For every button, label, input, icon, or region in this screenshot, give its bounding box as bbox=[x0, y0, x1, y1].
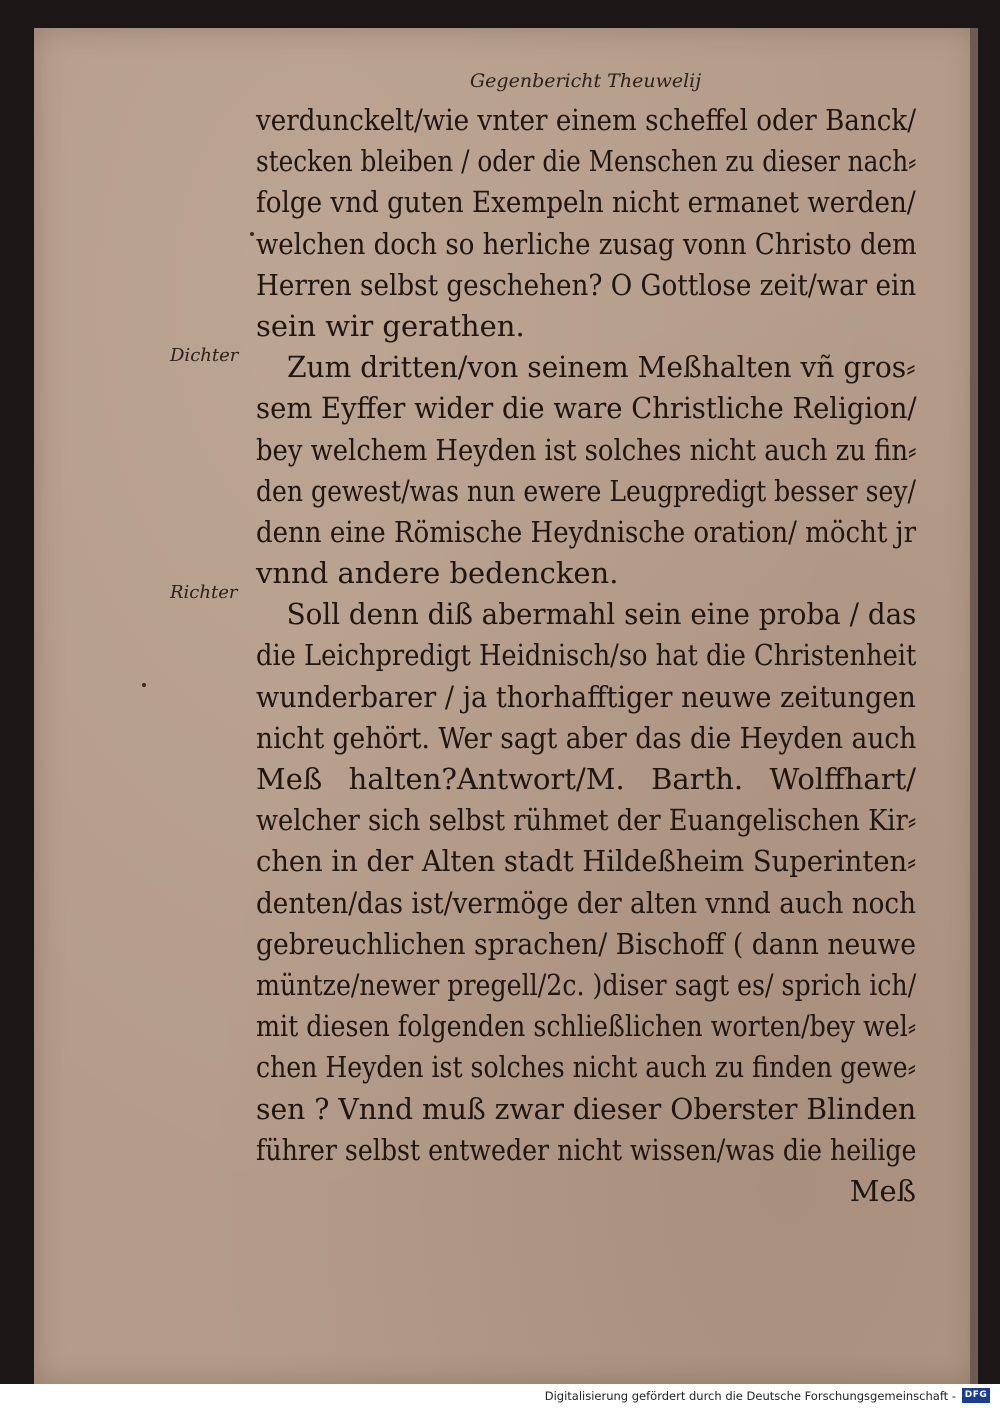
text-line: führer selbst entweder nicht wissen/was die heilige bbox=[256, 1132, 917, 1167]
text-line: müntze/newer pregell/2c. )diser sagt es/ sprich ich/ bbox=[256, 967, 917, 1002]
text-line: Herren selbst geschehen? O Gottlose zeit/war ein bbox=[256, 267, 917, 302]
text-line: die Leichpredigt Heidnisch/so hat die Christenheit bbox=[256, 638, 917, 673]
text-line: folge vnd guten Exempeln nicht ermanet werden/ bbox=[256, 185, 916, 220]
catchword: Meß bbox=[849, 1173, 916, 1208]
text-line: wunderbarer / ja thorhafftiger neuwe zeitungen bbox=[256, 679, 916, 714]
text-line: gebreuchlichen sprachen/ Bischoff ( dann neuwe bbox=[256, 926, 916, 961]
text-line: sem Eyffer wider die ware Christliche Religion/ bbox=[256, 391, 917, 426]
footer-credit: Digitalisierung gefördert durch die Deutsche Forschungsgemeinschaft - bbox=[544, 1389, 956, 1403]
text-line: chen in der Alten stadt Hildeßheim Superinten⸗ bbox=[256, 844, 917, 879]
text-line: welcher sich selbst rühmet der Euangelischen Kir⸗ bbox=[256, 803, 917, 838]
text-line: bey welchem Heyden ist solches nicht auch zu fin⸗ bbox=[256, 432, 917, 467]
text-line: Meß halten?Antwort/M. Barth. Wolffhart/ bbox=[256, 762, 916, 796]
text-line: sein wir gerathen. bbox=[256, 308, 525, 343]
text-line: den gewest/was nun ewere Leugpredigt besser sey/ bbox=[256, 473, 916, 508]
text-line: nicht gehört. Wer sagt aber das die Heyden auch bbox=[256, 720, 917, 755]
body-text bbox=[256, 100, 916, 1212]
text-line: Zum dritten/von seinem Meßhalten vñ gros⸗ bbox=[287, 350, 916, 385]
margin-note-richter: Richter bbox=[170, 582, 238, 603]
running-head: Gegenbericht Theuwelij bbox=[470, 70, 702, 92]
text-line: welchen doch so herliche zusag vonn Christo dem bbox=[256, 226, 917, 261]
text-line: sen ? Vnnd muß zwar dieser Oberster Blinden bbox=[256, 1091, 917, 1126]
ink-speck bbox=[250, 232, 254, 236]
text-line: verdunckelt/wie vnter einem scheffel oder Banck/ bbox=[256, 103, 917, 137]
margin-note-dichter: Dichter bbox=[170, 345, 239, 366]
text-line: denn eine Römische Heydnische oration/ möcht jr bbox=[256, 514, 917, 549]
page-edge bbox=[970, 28, 978, 1384]
dfg-logo: DFG bbox=[962, 1388, 990, 1403]
text-line: vnnd andere bedencken. bbox=[256, 556, 619, 591]
text-line: stecken bleiben / oder die Menschen zu dieser nach⸗ bbox=[256, 144, 917, 179]
text-line: denten/das ist/vermöge der alten vnnd auch noch bbox=[256, 885, 916, 920]
text-line: mit diesen folgenden schließlichen worten/bey wel⸗ bbox=[256, 1009, 917, 1044]
text-line: chen Heyden ist solches nicht auch zu finden gewe⸗ bbox=[256, 1050, 917, 1085]
ink-speck bbox=[142, 683, 146, 687]
text-line: Soll denn diß abermahl sein eine proba / das bbox=[286, 597, 917, 632]
